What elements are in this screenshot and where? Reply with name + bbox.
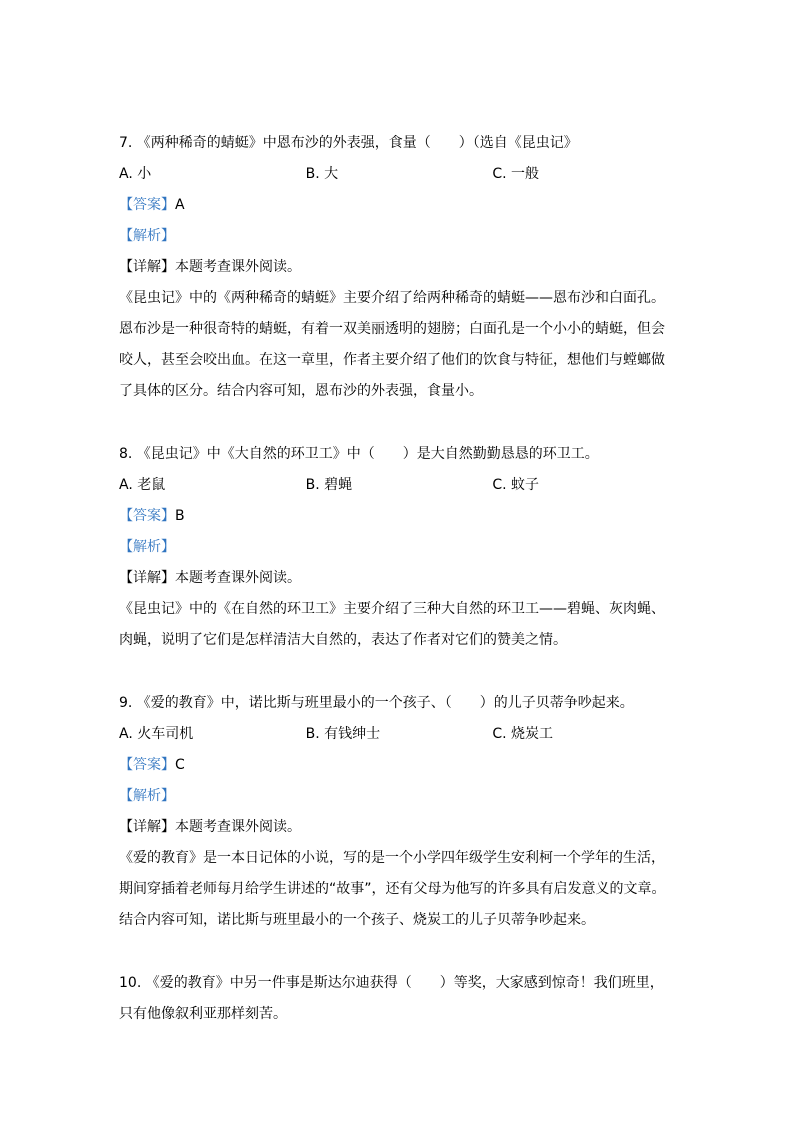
answer-label: 【答案】 [119, 757, 175, 773]
explanation-line: 了具体的区分。结合内容可知，恩布沙的外表强，食量小。 [119, 383, 483, 399]
explanation-line: 恩布沙是一种很奇特的蜻蜓，有着一双美丽透明的翅膀；白面孔是一个小小的蜻蜓，但会 [119, 321, 665, 337]
detail-label: 【详解】 [119, 259, 175, 275]
question-stem: 7. 《两种稀奇的蜻蜓》中恩布沙的外表强，食量（ ）（选自《昆虫记》 [119, 135, 578, 151]
options-row [119, 159, 679, 190]
answer-line [119, 501, 679, 532]
answer-value: C [175, 757, 185, 773]
explanation-line: 咬人，甚至会咬出血。在这一章里，作者主要介绍了他们的饮食与特征，想他们与螳螂做 [119, 352, 665, 368]
detail-line [119, 252, 679, 283]
explanation-line: 肉蝇，说明了它们是怎样清洁大自然的，表达了作者对它们的赞美之情。 [119, 632, 567, 648]
answer-value: A [175, 197, 185, 213]
question-block [119, 688, 679, 936]
question-block [119, 128, 679, 407]
option-c: C. 一般 [492, 166, 540, 182]
answer-line [119, 750, 679, 781]
analysis-line [119, 532, 679, 563]
explanation-line: 《昆虫记》中的《在自然的环卫工》主要介绍了三种大自然的环卫工——碧蝇、灰肉蝇、 [119, 601, 665, 617]
analysis-label: 【解析】 [119, 788, 175, 804]
option-b: B. 大 [305, 166, 339, 182]
answer-label: 【答案】 [119, 197, 175, 213]
explanation-line: 结合内容可知，诺比斯与班里最小的一个孩子、烧炭工的儿子贝蒂争吵起来。 [119, 912, 595, 928]
option-b: B. 碧蝇 [305, 477, 353, 493]
question-stem: 10. 《爱的教育》中另一件事是斯达尔迪获得（ ）等奖，大家感到惊奇！我们班里， [119, 975, 664, 991]
question-stem: 8. 《昆虫记》中《大自然的环卫工》中（ ）是大自然勤勤恳恳的环卫工。 [119, 446, 599, 462]
detail-intro: 本题考查课外阅读。 [175, 570, 301, 586]
answer-value: B [175, 508, 185, 524]
detail-label: 【详解】 [119, 819, 175, 835]
detail-line [119, 812, 679, 843]
option-c: C. 烧炭工 [492, 726, 554, 742]
options-row [119, 470, 679, 501]
option-b: B. 有钱绅士 [305, 726, 381, 742]
analysis-line [119, 781, 679, 812]
question-block [119, 968, 679, 1030]
analysis-line [119, 221, 679, 252]
detail-label: 【详解】 [119, 570, 175, 586]
option-c: C. 蚊子 [492, 477, 540, 493]
answer-label: 【答案】 [119, 508, 175, 524]
analysis-label: 【解析】 [119, 228, 175, 244]
question-stem: 只有他像叙利亚那样刻苦。 [119, 1006, 287, 1022]
question-stem: 9. 《爱的教育》中，诺比斯与班里最小的一个孩子、（ ）的儿子贝蒂争吵起来。 [119, 695, 634, 711]
option-a: A. 火车司机 [119, 726, 194, 742]
option-a: A. 老鼠 [119, 477, 166, 493]
detail-intro: 本题考查课外阅读。 [175, 819, 301, 835]
analysis-label: 【解析】 [119, 539, 175, 555]
document-page [119, 128, 679, 1062]
explanation-line: 《爱的教育》是一本日记体的小说，写的是一个小学四年级学生安利柯一个学年的生活， [119, 850, 665, 866]
explanation-line: 《昆虫记》中的《两种稀奇的蜻蜓》主要介绍了给两种稀奇的蜻蜓——恩布沙和白面孔。 [119, 290, 665, 306]
detail-intro: 本题考查课外阅读。 [175, 259, 301, 275]
option-a: A. 小 [119, 166, 152, 182]
answer-line [119, 190, 679, 221]
explanation-line: 期间穿插着老师每月给学生讲述的“故事”，还有父母为他写的许多具有启发意义的文章。 [119, 881, 666, 897]
question-block [119, 439, 679, 656]
detail-line [119, 563, 679, 594]
options-row [119, 719, 679, 750]
